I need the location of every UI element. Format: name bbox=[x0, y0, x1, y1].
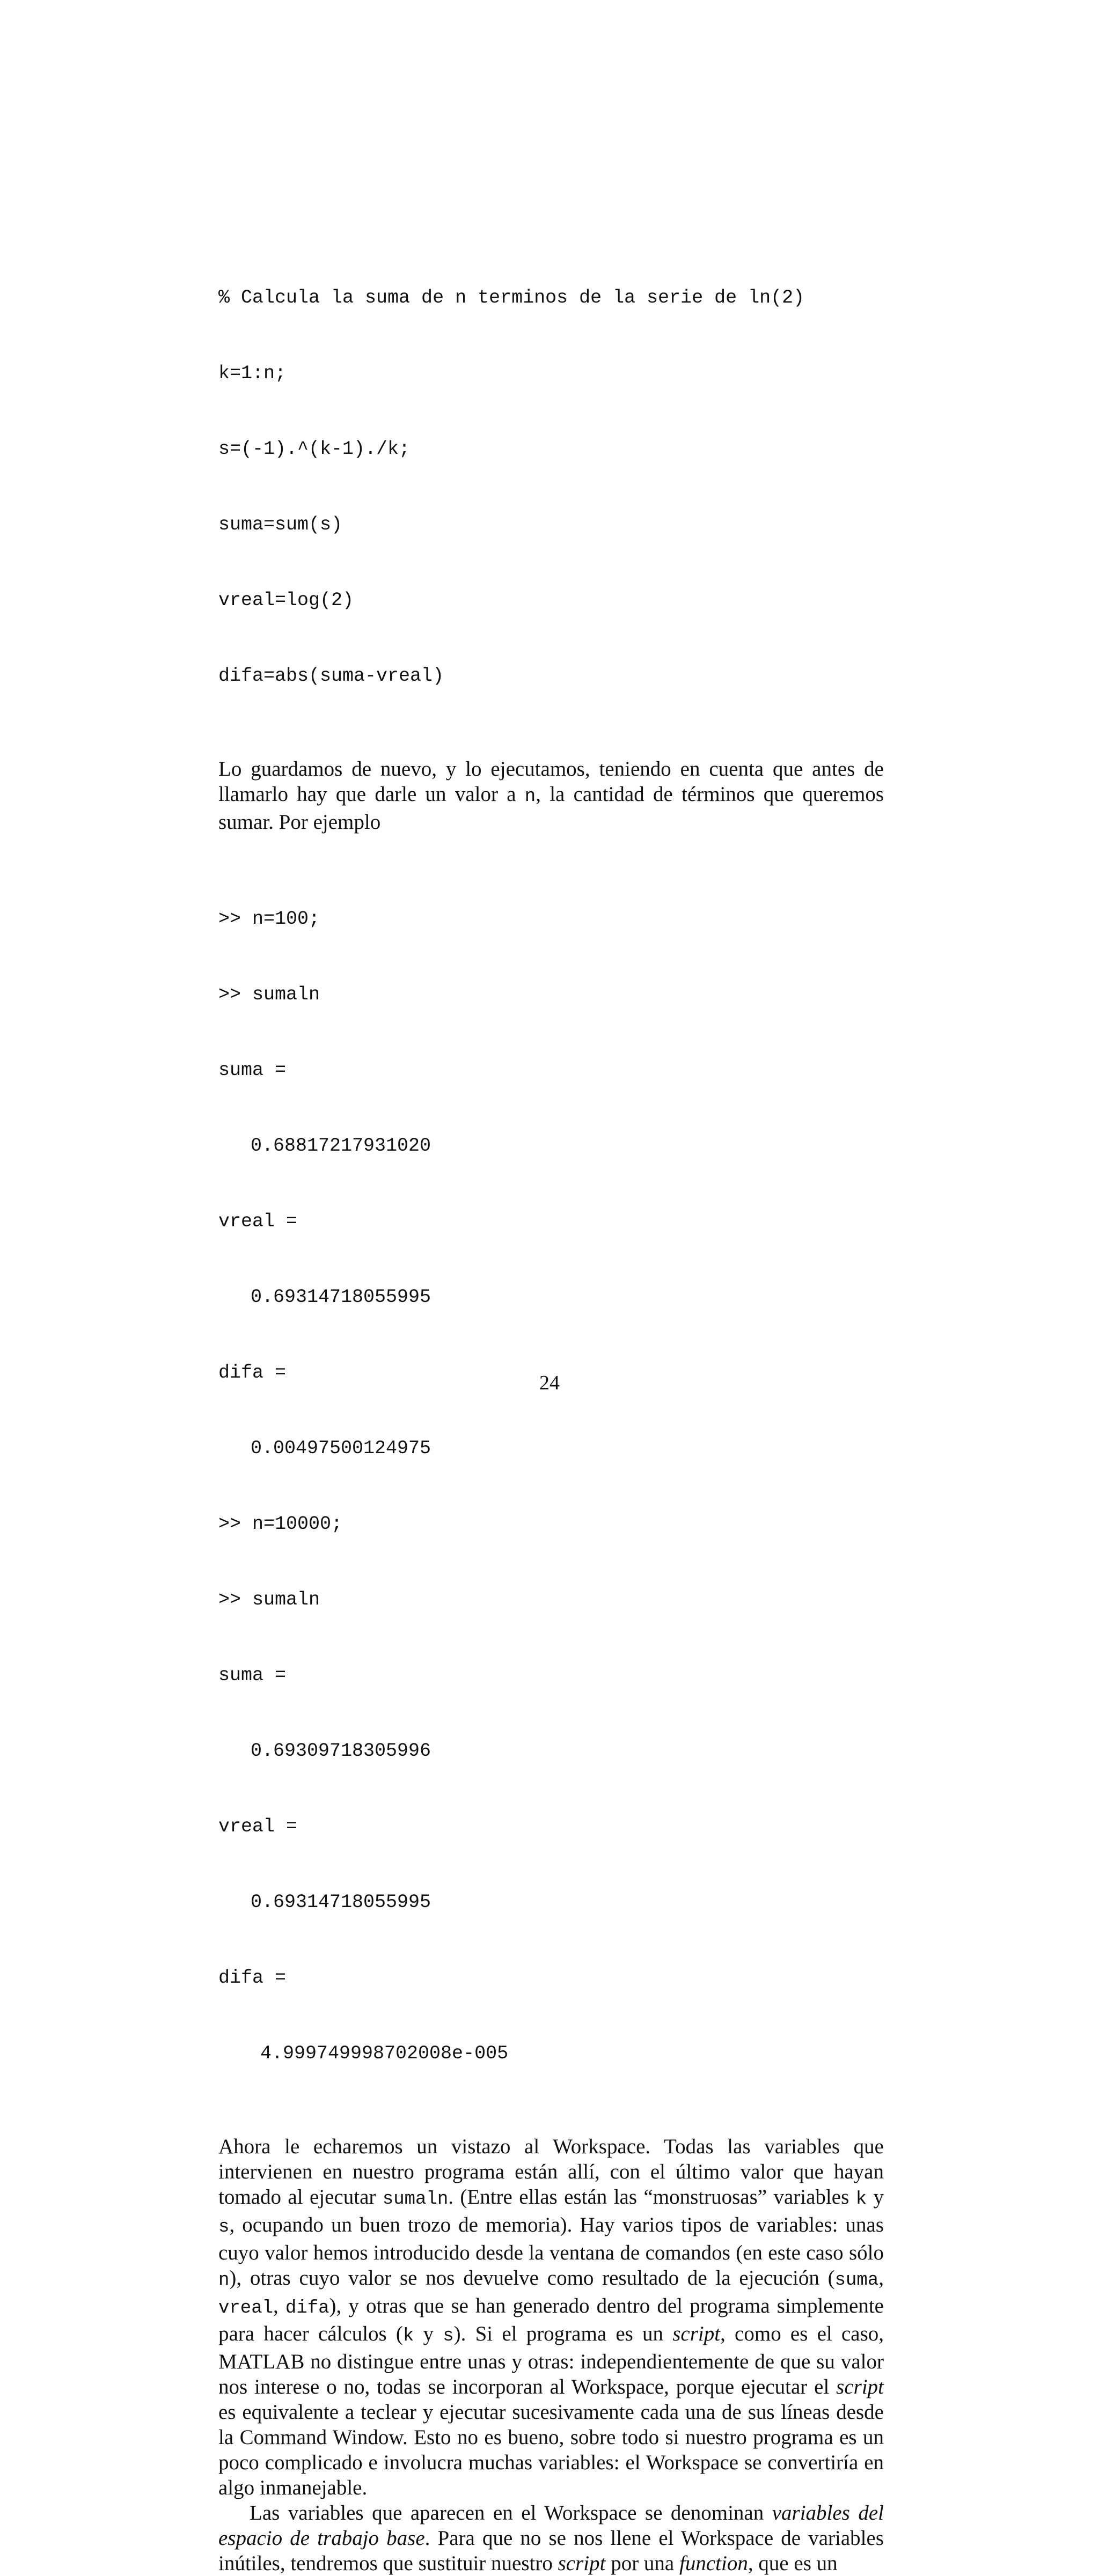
inline-code: vreal bbox=[218, 2298, 274, 2319]
paragraph-3: Las variables que aparecen en el Workspace se denominan variables del espacio de trabajo base. Para que no se nos llene el Workspace de variables inútiles, tendremos que sustituir nuestro script por una function, que es un bbox=[218, 2501, 884, 2575]
code-line: s=(-1).^(k-1)./k; bbox=[218, 438, 411, 460]
inline-code: n bbox=[218, 2270, 230, 2291]
inline-code: s bbox=[443, 2326, 454, 2346]
session-line: >> sumaln bbox=[218, 984, 320, 1005]
emphasis: variables del espacio de trabajo base bbox=[218, 2501, 884, 2550]
session-line: vreal = bbox=[218, 1211, 298, 1232]
emphasis: script bbox=[558, 2552, 606, 2575]
code-line: % Calcula la suma de n terminos de la serie de ln(2) bbox=[218, 287, 805, 308]
session-line: 0.69314718055995 bbox=[251, 1891, 431, 1913]
inline-code: s bbox=[218, 2217, 230, 2238]
session-line: difa = bbox=[218, 1967, 287, 1989]
inline-code: n bbox=[524, 786, 536, 807]
paragraph-1: Lo guardamos de nuevo, y lo ejecutamos, teniendo en cuenta que antes de llamarlo hay que darle un valor a n, la cantidad de términos que queremos sumar. Por ejemplo bbox=[218, 757, 884, 834]
emphasis: script bbox=[672, 2322, 721, 2345]
session-line: 4.999749998702008e-005 bbox=[260, 2043, 509, 2064]
inline-code: k bbox=[855, 2189, 867, 2210]
emphasis: script bbox=[836, 2375, 884, 2398]
session-line: 0.00497500124975 bbox=[251, 1438, 431, 1459]
session-line: suma = bbox=[218, 1665, 287, 1686]
inline-code: k bbox=[402, 2326, 414, 2346]
script-code-block bbox=[218, 235, 884, 739]
session-line: vreal = bbox=[218, 1816, 298, 1837]
paragraph-2: Ahora le echaremos un vistazo al Workspace. Todas las variables que intervienen en nuestro programa están allí, con el último valor que hayan tomado al ejecutar sumaln. (Entre ellas están las “monstruosas” variables k y s, ocupando un buen trozo de memoria). Hay varios tipos de variables: unas cuyo valor hemos introducido desde la ventana de comandos (en este caso sólo n), otras cuyo valor se nos devuelve como resultado de la ejecución (suma, vreal, difa), y otras que se han generado dentro del programa simplemente para hacer cálculos (k y s). Si el programa es un script, como es el caso, MATLAB no distingue entre unas y otras: independientemente de que su valor nos interese o no, todas se incorporan al Workspace, porque ejecutar el script es equivalente a teclear y ejecutar sucesivamente cada una de sus líneas desde la Command Window. Esto no es bueno, sobre todo si nuestro programa es un poco complicado e involucra muchas variables: el Workspace se convertiría en algo inmanejable. bbox=[218, 2135, 884, 2499]
session-line: difa = bbox=[218, 1362, 287, 1383]
session-line: >> sumaln bbox=[218, 1589, 320, 1610]
code-line: vreal=log(2) bbox=[218, 590, 354, 611]
code-line: k=1:n; bbox=[218, 363, 287, 384]
session-line: 0.68817217931020 bbox=[251, 1135, 431, 1157]
emphasis: function bbox=[679, 2552, 748, 2575]
session-line: >> n=100; bbox=[218, 908, 320, 930]
inline-code: sumaln bbox=[382, 2189, 449, 2210]
inline-code: difa bbox=[285, 2298, 329, 2319]
page-number: 24 bbox=[539, 1372, 560, 1394]
session-line: >> n=10000; bbox=[218, 1513, 343, 1535]
command-session-block bbox=[218, 856, 884, 2117]
code-line: suma=sum(s) bbox=[218, 514, 343, 535]
code-line: difa=abs(suma-vreal) bbox=[218, 665, 444, 687]
document-page bbox=[218, 235, 884, 2576]
session-line: 0.69314718055995 bbox=[251, 1286, 431, 1308]
inline-code: suma bbox=[834, 2270, 879, 2291]
session-line: 0.69309718305996 bbox=[251, 1740, 431, 1762]
session-line: suma = bbox=[218, 1059, 287, 1081]
